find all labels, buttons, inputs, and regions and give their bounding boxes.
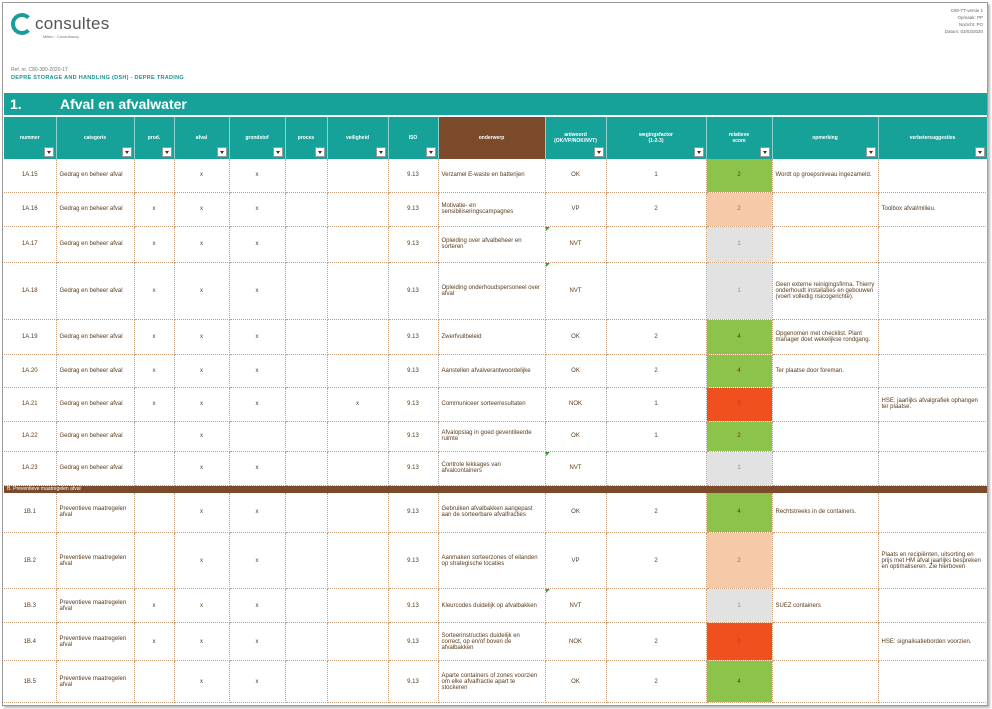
cell-weging[interactable]: 2 bbox=[606, 661, 706, 703]
cell-c5[interactable] bbox=[327, 493, 388, 533]
cell-antwoord[interactable]: NOK bbox=[545, 387, 606, 421]
cell-weging[interactable]: 2 bbox=[606, 354, 706, 387]
table-row bbox=[4, 387, 987, 421]
cell-opmerking[interactable] bbox=[772, 623, 878, 661]
cell-onderwerp[interactable]: Aanstellen afvalverantwoordelijke bbox=[438, 354, 545, 387]
cell-c2[interactable]: x bbox=[174, 493, 229, 533]
cell-nr[interactable]: 1A.19 bbox=[4, 319, 56, 354]
cell-cat[interactable]: Gedrag en beheer afval bbox=[56, 319, 134, 354]
cell-iso[interactable]: 9.13 bbox=[388, 533, 438, 589]
cell-onderwerp[interactable]: Zwerfvuilbeleid bbox=[438, 319, 545, 354]
cell-c3[interactable]: x bbox=[229, 451, 285, 485]
cell-c5[interactable] bbox=[327, 159, 388, 192]
cell-c5[interactable] bbox=[327, 421, 388, 451]
cell-antwoord[interactable]: OK bbox=[545, 354, 606, 387]
cell-iso[interactable]: 9.13 bbox=[388, 387, 438, 421]
cell-c5[interactable] bbox=[327, 192, 388, 226]
cell-c2[interactable]: x bbox=[174, 589, 229, 623]
cell-score[interactable]: 4 bbox=[706, 493, 772, 533]
cell-weging[interactable]: 2 bbox=[606, 623, 706, 661]
column-header-label: onderwerp bbox=[478, 135, 505, 141]
column-header-label: ISO bbox=[408, 135, 418, 141]
cell-iso[interactable]: 9.13 bbox=[388, 319, 438, 354]
cell-cat[interactable]: Gedrag en beheer afval bbox=[56, 451, 134, 485]
cell-c5[interactable] bbox=[327, 623, 388, 661]
cell-c3[interactable]: x bbox=[229, 387, 285, 421]
table-row bbox=[4, 192, 987, 226]
cell-c2[interactable]: x bbox=[174, 262, 229, 319]
cell-score[interactable]: 2 bbox=[706, 192, 772, 226]
column-header-sublabel: (OK/VP/NOK/NVT) bbox=[554, 138, 597, 144]
cell-score[interactable]: 2 bbox=[706, 533, 772, 589]
cell-c4[interactable] bbox=[285, 226, 327, 262]
cell-opmerking[interactable]: SUEZ containers bbox=[772, 589, 878, 623]
cell-onderwerp[interactable]: Opleiding onderhoudspersoneel over afval bbox=[438, 262, 545, 319]
cell-c4[interactable] bbox=[285, 159, 327, 192]
consultes-logo bbox=[11, 13, 110, 35]
cell-nr[interactable]: 1B.1 bbox=[4, 493, 56, 533]
cell-verbeter[interactable]: Plaats en recipiënten, uitsorting en prijs met HM afval jaarlijks bespreken en optimaliseren. Zie hierboven bbox=[878, 533, 987, 589]
cell-c3[interactable]: x bbox=[229, 226, 285, 262]
meta-line: C80-TT-versie 1 bbox=[950, 8, 983, 13]
cell-c4[interactable] bbox=[285, 623, 327, 661]
cell-cat[interactable]: Gedrag en beheer afval bbox=[56, 354, 134, 387]
cell-opmerking[interactable]: Geen externe reinigingsfirma. Thierry onderhoudt installaties en gebouwen (voert volledig risicogerichte). bbox=[772, 262, 878, 319]
column-header[interactable] bbox=[438, 117, 545, 159]
column-header[interactable] bbox=[285, 117, 327, 159]
cell-nr[interactable]: 1B.5 bbox=[4, 661, 56, 703]
cell-score[interactable]: 1 bbox=[706, 262, 772, 319]
cell-cat[interactable]: Preventieve maatregelen afval bbox=[56, 533, 134, 589]
cell-opmerking[interactable] bbox=[772, 661, 878, 703]
cell-onderwerp[interactable]: Aparte containers of zones voorzien om elke afvalfractie apart te stockeren bbox=[438, 661, 545, 703]
logo-text: consultes bbox=[35, 14, 110, 33]
cell-c1[interactable]: x bbox=[134, 319, 174, 354]
cell-cat[interactable]: Gedrag en beheer afval bbox=[56, 226, 134, 262]
cell-antwoord[interactable]: NVT bbox=[545, 226, 606, 262]
table-row bbox=[4, 589, 987, 623]
cell-nr[interactable]: 1B.4 bbox=[4, 623, 56, 661]
cell-weging[interactable]: 2 bbox=[606, 319, 706, 354]
cell-c3[interactable] bbox=[229, 421, 285, 451]
filter-dropdown-icon[interactable] bbox=[162, 147, 172, 157]
cell-c5[interactable] bbox=[327, 262, 388, 319]
cell-verbeter[interactable] bbox=[878, 421, 987, 451]
cell-antwoord[interactable]: OK bbox=[545, 493, 606, 533]
cell-c1[interactable]: x bbox=[134, 262, 174, 319]
cell-antwoord[interactable]: NOK bbox=[545, 623, 606, 661]
filter-dropdown-icon[interactable] bbox=[315, 147, 325, 157]
cell-weging[interactable]: 1 bbox=[606, 159, 706, 192]
cell-onderwerp[interactable]: Kleurcodes duidelijk op afvalbakken bbox=[438, 589, 545, 623]
cell-c4[interactable] bbox=[285, 354, 327, 387]
column-header-label: afval bbox=[195, 135, 208, 141]
cell-score[interactable]: 2 bbox=[706, 159, 772, 192]
column-header-label: verbetersuggesties bbox=[909, 135, 956, 141]
cell-nr[interactable]: 1A.21 bbox=[4, 387, 56, 421]
cell-c3[interactable]: x bbox=[229, 533, 285, 589]
company-name: DEPRE STORAGE AND HANDLING (DSH) - DEPRE TRADING bbox=[11, 75, 184, 81]
cell-verbeter[interactable] bbox=[878, 159, 987, 192]
cell-iso[interactable]: 9.13 bbox=[388, 226, 438, 262]
cell-c4[interactable] bbox=[285, 192, 327, 226]
cell-c5[interactable] bbox=[327, 354, 388, 387]
cell-c1[interactable]: x bbox=[134, 192, 174, 226]
cell-antwoord[interactable]: OK bbox=[545, 159, 606, 192]
cell-weging[interactable]: 2 bbox=[606, 533, 706, 589]
column-header[interactable] bbox=[772, 117, 878, 159]
column-header-label: categorie bbox=[83, 135, 107, 141]
cell-c3[interactable]: x bbox=[229, 192, 285, 226]
cell-opmerking[interactable] bbox=[772, 533, 878, 589]
document-meta bbox=[945, 7, 983, 35]
meta-line: Opmaak: PP bbox=[957, 15, 983, 20]
column-header[interactable] bbox=[174, 117, 229, 159]
cell-c1[interactable] bbox=[134, 159, 174, 192]
cell-c4[interactable] bbox=[285, 493, 327, 533]
cell-c5[interactable]: x bbox=[327, 387, 388, 421]
cell-nr[interactable]: 1A.23 bbox=[4, 451, 56, 485]
column-header[interactable] bbox=[545, 117, 606, 159]
cell-weging[interactable] bbox=[606, 262, 706, 319]
cell-c3[interactable]: x bbox=[229, 623, 285, 661]
table-row bbox=[4, 354, 987, 387]
cell-cat[interactable]: Preventieve maatregelen afval bbox=[56, 623, 134, 661]
logo-subtitle: Milieu · Consultancy bbox=[43, 34, 80, 39]
column-header[interactable] bbox=[327, 117, 388, 159]
cell-opmerking[interactable] bbox=[772, 451, 878, 485]
filter-dropdown-icon[interactable] bbox=[44, 147, 54, 157]
filter-dropdown-icon[interactable] bbox=[694, 147, 704, 157]
cell-c5[interactable] bbox=[327, 661, 388, 703]
cell-verbeter[interactable] bbox=[878, 589, 987, 623]
cell-c2[interactable]: x bbox=[174, 354, 229, 387]
column-header-label: veiligheid bbox=[345, 135, 370, 141]
section-header bbox=[4, 93, 987, 115]
cell-onderwerp[interactable]: Controle lekkages van afvalcontainers bbox=[438, 451, 545, 485]
cell-c1[interactable]: x bbox=[134, 387, 174, 421]
column-header[interactable] bbox=[388, 117, 438, 159]
cell-score[interactable]: 2 bbox=[706, 421, 772, 451]
filter-dropdown-icon[interactable] bbox=[426, 147, 436, 157]
column-header-label: relatieve bbox=[728, 132, 750, 138]
cell-verbeter[interactable] bbox=[878, 493, 987, 533]
subsection-row bbox=[4, 485, 987, 493]
cell-score[interactable]: 4 bbox=[706, 354, 772, 387]
table-row bbox=[4, 623, 987, 661]
cell-verbeter[interactable] bbox=[878, 354, 987, 387]
cell-c1[interactable]: x bbox=[134, 354, 174, 387]
table-row bbox=[4, 159, 987, 192]
cell-opmerking[interactable] bbox=[772, 387, 878, 421]
cell-cat[interactable]: Gedrag en beheer afval bbox=[56, 421, 134, 451]
column-header-label: nummer bbox=[19, 135, 40, 141]
meta-line: Datum: 03/03/2020 bbox=[944, 29, 983, 34]
cell-cat[interactable]: Gedrag en beheer afval bbox=[56, 262, 134, 319]
column-header-label: wegingsfactor bbox=[639, 132, 673, 138]
cell-c4[interactable] bbox=[285, 387, 327, 421]
cell-score[interactable]: 1 bbox=[706, 451, 772, 485]
cell-c3[interactable]: x bbox=[229, 319, 285, 354]
cell-onderwerp[interactable]: Afvalopslag in goed geventileerde ruimte bbox=[438, 421, 545, 451]
column-header[interactable] bbox=[134, 117, 174, 159]
cell-c2[interactable]: x bbox=[174, 661, 229, 703]
cell-antwoord[interactable]: NVT bbox=[545, 262, 606, 319]
cell-c5[interactable] bbox=[327, 451, 388, 485]
cell-iso[interactable]: 9.13 bbox=[388, 421, 438, 451]
filter-dropdown-icon[interactable] bbox=[122, 147, 132, 157]
cell-onderwerp[interactable]: Opleiding over afvalbeheer en sorteren bbox=[438, 226, 545, 262]
column-header-label: opmerking bbox=[812, 135, 838, 141]
column-header[interactable] bbox=[4, 117, 56, 159]
cell-score[interactable]: 4 bbox=[706, 319, 772, 354]
cell-opmerking[interactable]: Wordt op groepsniveau ingezameld. bbox=[772, 159, 878, 192]
subsection-title: B. Preventieve maatregelen afval bbox=[4, 485, 987, 493]
cell-c4[interactable] bbox=[285, 319, 327, 354]
cell-cat[interactable]: Preventieve maatregelen afval bbox=[56, 661, 134, 703]
cell-antwoord[interactable]: OK bbox=[545, 661, 606, 703]
column-header-label: proces bbox=[297, 135, 315, 141]
cell-iso[interactable]: 9.13 bbox=[388, 159, 438, 192]
cell-cat[interactable]: Gedrag en beheer afval bbox=[56, 387, 134, 421]
table-row bbox=[4, 451, 987, 485]
cell-verbeter[interactable] bbox=[878, 226, 987, 262]
cell-verbeter[interactable] bbox=[878, 262, 987, 319]
cell-iso[interactable]: 9.13 bbox=[388, 493, 438, 533]
cell-c2[interactable]: x bbox=[174, 451, 229, 485]
cell-iso[interactable]: 9.13 bbox=[388, 192, 438, 226]
cell-antwoord[interactable]: NVT bbox=[545, 589, 606, 623]
cell-c2[interactable]: x bbox=[174, 192, 229, 226]
cell-nr[interactable]: 1A.22 bbox=[4, 421, 56, 451]
assessment-table bbox=[4, 117, 988, 703]
filter-dropdown-icon[interactable] bbox=[760, 147, 770, 157]
cell-nr[interactable]: 1B.2 bbox=[4, 533, 56, 589]
logo-mark-icon bbox=[11, 13, 33, 35]
cell-c1[interactable]: x bbox=[134, 226, 174, 262]
cell-verbeter[interactable] bbox=[878, 319, 987, 354]
cell-verbeter[interactable] bbox=[878, 661, 987, 703]
cell-cat[interactable]: Gedrag en beheer afval bbox=[56, 192, 134, 226]
cell-opmerking[interactable]: Ter plaatse door foreman. bbox=[772, 354, 878, 387]
cell-antwoord[interactable]: NVT bbox=[545, 451, 606, 485]
reference-number: Ref. nr. C80-380-2020-1T bbox=[11, 67, 68, 73]
cell-score[interactable]: 1 bbox=[706, 589, 772, 623]
cell-opmerking[interactable] bbox=[772, 226, 878, 262]
meta-line: Nazicht: PO bbox=[958, 22, 983, 27]
column-header-label: prod. bbox=[147, 135, 161, 141]
cell-weging[interactable]: 2 bbox=[606, 493, 706, 533]
cell-verbeter[interactable]: HSE: signalisatieborden voorzien. bbox=[878, 623, 987, 661]
column-header[interactable] bbox=[878, 117, 987, 159]
cell-c2[interactable]: x bbox=[174, 387, 229, 421]
cell-cat[interactable]: Preventieve maatregelen afval bbox=[56, 589, 134, 623]
section-title: Afval en afvalwater bbox=[60, 96, 187, 112]
cell-onderwerp[interactable]: Sorteerinstructies duidelijk en correct, op en/of boven de afvalbakken bbox=[438, 623, 545, 661]
cell-onderwerp[interactable]: Gebruiken afvalbakken aangepast aan de sorteerbare afvalfracties bbox=[438, 493, 545, 533]
cell-c4[interactable] bbox=[285, 421, 327, 451]
cell-onderwerp[interactable]: Communiceer sorteerresultaten bbox=[438, 387, 545, 421]
cell-nr[interactable]: 1A.20 bbox=[4, 354, 56, 387]
cell-antwoord[interactable]: OK bbox=[545, 421, 606, 451]
cell-cat[interactable]: Preventieve maatregelen afval bbox=[56, 493, 134, 533]
table-row bbox=[4, 533, 987, 589]
cell-nr[interactable]: 1A.18 bbox=[4, 262, 56, 319]
cell-c3[interactable]: x bbox=[229, 493, 285, 533]
cell-antwoord[interactable]: OK bbox=[545, 319, 606, 354]
cell-iso[interactable]: 9.13 bbox=[388, 589, 438, 623]
cell-opmerking[interactable] bbox=[772, 192, 878, 226]
cell-onderwerp[interactable]: Verzamel E-waste en batterijen bbox=[438, 159, 545, 192]
cell-weging[interactable]: 1 bbox=[606, 387, 706, 421]
cell-weging[interactable]: 1 bbox=[606, 421, 706, 451]
cell-score[interactable]: 4 bbox=[706, 661, 772, 703]
cell-onderwerp[interactable]: Aanmaken sorteerzones of eilanden op strategische locaties bbox=[438, 533, 545, 589]
cell-opmerking[interactable] bbox=[772, 421, 878, 451]
cell-verbeter[interactable]: HSE: jaarlijks afvalgrafiek ophangen ter plaatse. bbox=[878, 387, 987, 421]
cell-nr[interactable]: 1B.3 bbox=[4, 589, 56, 623]
cell-c1[interactable] bbox=[134, 451, 174, 485]
table-row bbox=[4, 661, 987, 703]
cell-c1[interactable] bbox=[134, 661, 174, 703]
cell-c1[interactable] bbox=[134, 533, 174, 589]
cell-verbeter[interactable] bbox=[878, 451, 987, 485]
cell-c3[interactable]: x bbox=[229, 661, 285, 703]
cell-c5[interactable] bbox=[327, 589, 388, 623]
cell-score[interactable]: 0 bbox=[706, 623, 772, 661]
cell-cat[interactable]: Gedrag en beheer afval bbox=[56, 159, 134, 192]
cell-c2[interactable]: x bbox=[174, 421, 229, 451]
cell-antwoord[interactable]: VP bbox=[545, 192, 606, 226]
cell-c4[interactable] bbox=[285, 451, 327, 485]
cell-c5[interactable] bbox=[327, 226, 388, 262]
cell-c4[interactable] bbox=[285, 262, 327, 319]
cell-c2[interactable]: x bbox=[174, 623, 229, 661]
cell-weging[interactable]: 2 bbox=[606, 192, 706, 226]
cell-score[interactable]: 0 bbox=[706, 387, 772, 421]
cell-c4[interactable] bbox=[285, 661, 327, 703]
column-header[interactable] bbox=[56, 117, 134, 159]
cell-c2[interactable]: x bbox=[174, 319, 229, 354]
cell-c1[interactable] bbox=[134, 493, 174, 533]
table-row bbox=[4, 226, 987, 262]
cell-c2[interactable]: x bbox=[174, 159, 229, 192]
column-header-sublabel: score bbox=[732, 138, 746, 144]
cell-iso[interactable]: 9.13 bbox=[388, 262, 438, 319]
cell-c3[interactable]: x bbox=[229, 159, 285, 192]
cell-verbeter[interactable]: Toolbox afval/milieu. bbox=[878, 192, 987, 226]
cell-nr[interactable]: 1A.16 bbox=[4, 192, 56, 226]
filter-dropdown-icon[interactable] bbox=[273, 147, 283, 157]
filter-dropdown-icon[interactable] bbox=[376, 147, 386, 157]
cell-iso[interactable]: 9.13 bbox=[388, 661, 438, 703]
column-header-sublabel: (1-2-3) bbox=[648, 138, 664, 144]
column-header[interactable] bbox=[606, 117, 706, 159]
column-header-label: grondstof bbox=[245, 135, 269, 141]
table-row bbox=[4, 319, 987, 354]
cell-c2[interactable]: x bbox=[174, 226, 229, 262]
cell-c5[interactable] bbox=[327, 533, 388, 589]
cell-antwoord[interactable]: VP bbox=[545, 533, 606, 589]
cell-c3[interactable]: x bbox=[229, 262, 285, 319]
cell-iso[interactable]: 9.13 bbox=[388, 451, 438, 485]
cell-opmerking[interactable]: Rechtstreeks in de containers. bbox=[772, 493, 878, 533]
cell-weging[interactable] bbox=[606, 589, 706, 623]
cell-c4[interactable] bbox=[285, 533, 327, 589]
filter-dropdown-icon[interactable] bbox=[594, 147, 604, 157]
section-number: 1. bbox=[10, 96, 22, 112]
column-header[interactable] bbox=[229, 117, 285, 159]
filter-dropdown-icon[interactable] bbox=[975, 147, 985, 157]
cell-c1[interactable]: x bbox=[134, 589, 174, 623]
cell-weging[interactable] bbox=[606, 451, 706, 485]
cell-iso[interactable]: 9.13 bbox=[388, 623, 438, 661]
table-row bbox=[4, 493, 987, 533]
cell-nr[interactable]: 1A.17 bbox=[4, 226, 56, 262]
filter-dropdown-icon[interactable] bbox=[866, 147, 876, 157]
cell-onderwerp[interactable]: Motivatie- en sensibiliseringscampagnes bbox=[438, 192, 545, 226]
cell-iso[interactable]: 9.13 bbox=[388, 354, 438, 387]
cell-c1[interactable] bbox=[134, 421, 174, 451]
cell-c3[interactable]: x bbox=[229, 354, 285, 387]
cell-opmerking[interactable]: Opgenomen met checklist. Plant manager doet wekelijkse rondgang. bbox=[772, 319, 878, 354]
cell-c1[interactable]: x bbox=[134, 623, 174, 661]
cell-c5[interactable] bbox=[327, 319, 388, 354]
table-body bbox=[4, 159, 987, 703]
table-row bbox=[4, 262, 987, 319]
filter-dropdown-icon[interactable] bbox=[217, 147, 227, 157]
header-row bbox=[4, 117, 987, 159]
column-header-label: antwoord bbox=[564, 132, 587, 138]
cell-c4[interactable] bbox=[285, 589, 327, 623]
column-header[interactable] bbox=[706, 117, 772, 159]
cell-c2[interactable]: x bbox=[174, 533, 229, 589]
cell-c3[interactable]: x bbox=[229, 589, 285, 623]
cell-score[interactable]: 1 bbox=[706, 226, 772, 262]
cell-weging[interactable] bbox=[606, 226, 706, 262]
table-row bbox=[4, 421, 987, 451]
cell-nr[interactable]: 1A.15 bbox=[4, 159, 56, 192]
